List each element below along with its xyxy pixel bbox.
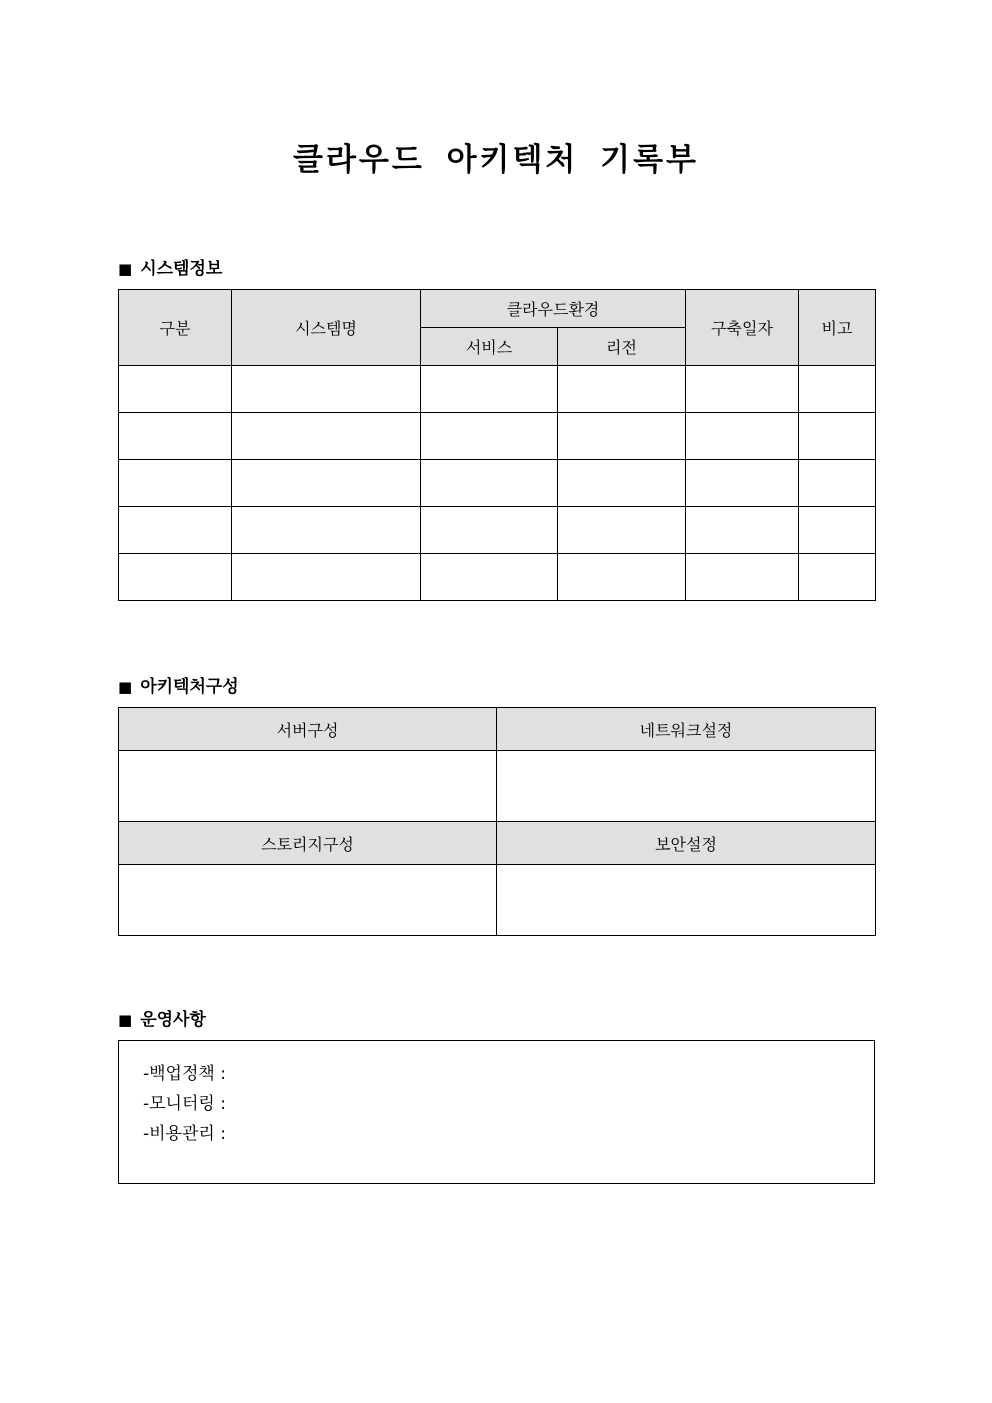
table-cell[interactable] bbox=[686, 554, 799, 601]
table-cell[interactable] bbox=[119, 554, 232, 601]
square-bullet-icon: ■ bbox=[118, 1011, 133, 1029]
table-cell[interactable] bbox=[119, 460, 232, 507]
table-cell[interactable] bbox=[119, 366, 232, 413]
table-row bbox=[119, 460, 876, 507]
monitoring-line[interactable]: -모니터링 : bbox=[143, 1094, 226, 1114]
table-cell[interactable] bbox=[799, 554, 876, 601]
table-cell[interactable] bbox=[799, 413, 876, 460]
backup-policy-line[interactable]: -백업정책 : bbox=[143, 1064, 226, 1084]
table-cell[interactable] bbox=[232, 460, 421, 507]
table-cell[interactable] bbox=[232, 366, 421, 413]
section-label: 시스템정보 bbox=[140, 259, 223, 279]
table-cell[interactable] bbox=[232, 507, 421, 554]
table-cell[interactable] bbox=[119, 413, 232, 460]
table-cell[interactable] bbox=[558, 507, 686, 554]
table-cell[interactable] bbox=[799, 460, 876, 507]
table-cell[interactable] bbox=[799, 507, 876, 554]
storage-config-cell[interactable] bbox=[119, 865, 497, 936]
square-bullet-icon: ■ bbox=[118, 678, 133, 696]
table-cell[interactable] bbox=[686, 366, 799, 413]
table-cell[interactable] bbox=[119, 507, 232, 554]
header-region: 리전 bbox=[558, 328, 686, 366]
table-cell[interactable] bbox=[558, 554, 686, 601]
architecture-table bbox=[118, 707, 876, 936]
page-title: 클라우드 아키텍처 기록부 bbox=[293, 142, 699, 178]
table-row bbox=[119, 554, 876, 601]
header-cloud-env: 클라우드환경 bbox=[421, 290, 686, 328]
table-row bbox=[119, 413, 876, 460]
table-cell[interactable] bbox=[421, 366, 558, 413]
header-build-date: 구축일자 bbox=[686, 290, 799, 366]
table-cell[interactable] bbox=[686, 507, 799, 554]
header-system-name: 시스템명 bbox=[232, 290, 421, 366]
header-security: 보안설정 bbox=[497, 822, 876, 865]
table-cell[interactable] bbox=[686, 460, 799, 507]
section-title-operations bbox=[118, 1005, 206, 1030]
table-cell[interactable] bbox=[558, 366, 686, 413]
header-category: 구분 bbox=[119, 290, 232, 366]
section-label: 아키텍처구성 bbox=[140, 677, 239, 697]
header-remarks: 비고 bbox=[799, 290, 876, 366]
operations-box bbox=[118, 1040, 875, 1184]
table-cell[interactable] bbox=[421, 507, 558, 554]
header-server: 서버구성 bbox=[119, 708, 497, 751]
table-cell[interactable] bbox=[421, 413, 558, 460]
table-cell[interactable] bbox=[232, 413, 421, 460]
table-row bbox=[119, 366, 876, 413]
table-cell[interactable] bbox=[558, 413, 686, 460]
table-cell[interactable] bbox=[421, 460, 558, 507]
table-cell[interactable] bbox=[686, 413, 799, 460]
server-config-cell[interactable] bbox=[119, 751, 497, 822]
table-cell[interactable] bbox=[558, 460, 686, 507]
header-network: 네트워크설정 bbox=[497, 708, 876, 751]
table-cell[interactable] bbox=[799, 366, 876, 413]
cost-management-line[interactable]: -비용관리 : bbox=[143, 1124, 226, 1144]
table-cell[interactable] bbox=[421, 554, 558, 601]
header-service: 서비스 bbox=[421, 328, 558, 366]
table-cell[interactable] bbox=[232, 554, 421, 601]
system-info-table bbox=[118, 289, 876, 601]
square-bullet-icon: ■ bbox=[118, 260, 133, 278]
network-config-cell[interactable] bbox=[497, 751, 876, 822]
table-row bbox=[119, 507, 876, 554]
section-title-architecture bbox=[118, 672, 239, 697]
header-storage: 스토리지구성 bbox=[119, 822, 497, 865]
section-title-system-info bbox=[118, 254, 222, 279]
section-label: 운영사항 bbox=[140, 1010, 206, 1030]
security-config-cell[interactable] bbox=[497, 865, 876, 936]
